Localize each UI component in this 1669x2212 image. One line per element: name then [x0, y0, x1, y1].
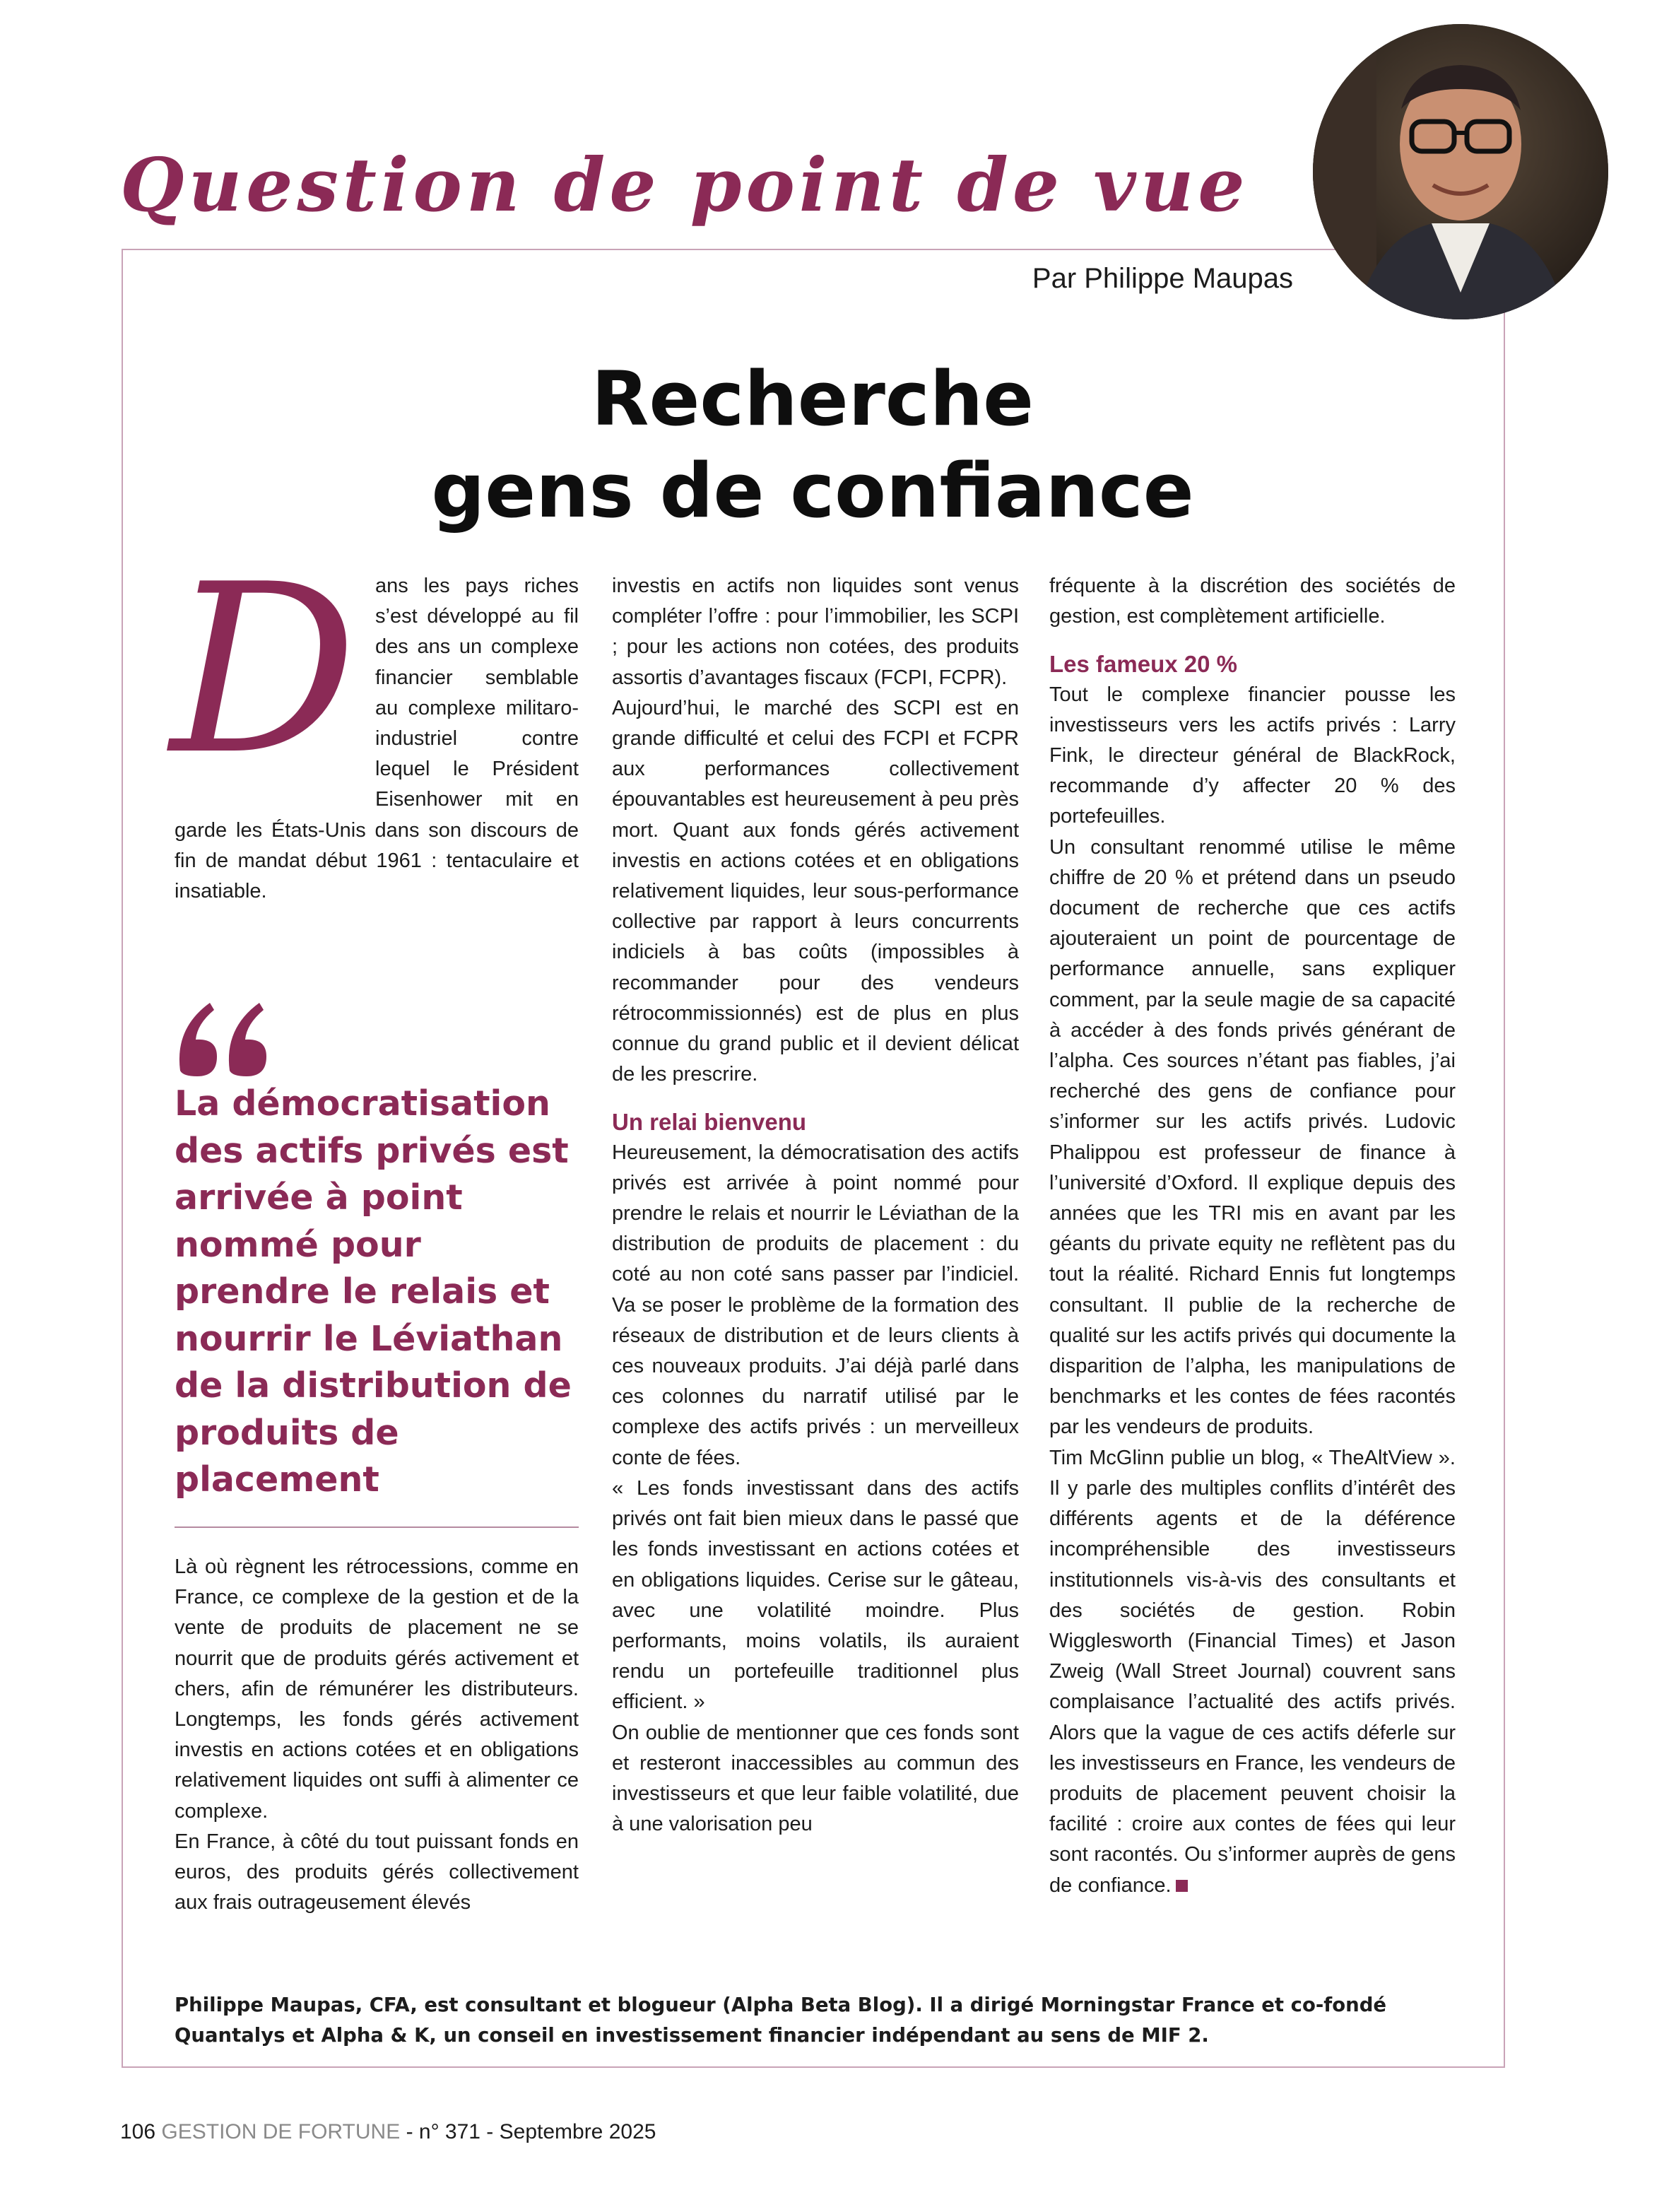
end-mark-icon [1176, 1880, 1188, 1892]
paragraph: Un consultant renommé utilise le même chiffre de 20 % et prétend dans un pseudo document de recherche que ces actifs ajouteraient un point de pourcentage de performance annuelle, sans expliquer comment, par la seule magie de sa capacité à accéder à des fonds privés générant de l’alpha. Ces sources n’étant pas fiables, j’ai recherché des gens de confiance pour s’informer sur les actifs privés. Ludovic Phalippou est professeur de finance à l’université d’Oxford. Il explique depuis des années que les TRI mis en avant par les géants du private equity ne reflètent pas du tout la réalité. Richard Ennis fut longtemps consultant. Il publie de la recherche de qualité sur les actifs privés qui documente la disparition de l’alpha, les manipulations de benchmarks et les contes de fées racontés par les vendeurs de produits. [1049, 835, 1456, 1439]
magazine-name: GESTION DE FORTUNE [161, 2120, 401, 2143]
paragraph: Tout le complexe financier pousse les investisseurs vers les actifs privés : Larry Fink, le directeur général de BlackRock, recommande d’y affecter 20 % des portefeuilles. [1049, 683, 1456, 828]
headline [212, 353, 1413, 537]
drop-cap: D [170, 534, 358, 806]
paragraph: investis en actifs non liquides sont venus compléter l’offre : pour l’immobilier, les SCPI ; pour les actions non cotées, des produits assortis d’avantages fiscaux (FCPI, FCPR). [612, 575, 1019, 689]
paragraph: Heureusement, la démocratisation des actifs privés est arrivée à point nommé pour prendre le relais et nourrir le Léviathan de la distribution de produits de placement : du coté au non coté sans passer par l’indiciel. Va se poser le problème de la formation des réseaux de distribution et de leurs clients à ces nouveaux produits. J’ai déjà parlé dans ces colonnes du narratif utilisé par le complexe des actifs privés : un merveilleux conte de fées. [612, 1141, 1019, 1469]
author-photo [1313, 24, 1608, 319]
intro-paragraph [170, 534, 579, 910]
pull-quote: La démocratisation des actifs privés est arrivée à point nommé pour prendre le relais et nourrir le Léviathan de la distribution de produits de placement [175, 1083, 572, 1500]
intro-text: ans les pays riches s’est développé au fil des ans un complexe financier semblable au complexe militaro-industriel contre lequel le Président Eisenhower mit en garde les États-Unis dans son discours de fin de mandat début 1961 : tentaculaire et insatiable. [175, 575, 579, 903]
paragraph: Aujourd’hui, le marché des SCPI est en grande difficulté et celui des FCPI et FCPR aux performances collectivement épouvantables est heureusement à peu près mort. Quant aux fonds gérés activement investis en actions cotées et en obligations relativement liquides, leur sous-performance collective par rapport à leurs concurrents indiciels à bas coûts (impossibles à recommander pour des vendeurs rétrocommissionnés) est de plus en plus connue du grand public et il devient délicat de les prescrire. [612, 696, 1019, 1086]
issue-info: - n° 371 - Septembre 2025 [406, 2120, 656, 2143]
headline-line-2: gens de confiance [431, 447, 1194, 534]
section-kicker: Question de point de vue [120, 141, 1249, 228]
headline-line-1: Recherche [591, 355, 1034, 442]
page-number: 106 [120, 2120, 156, 2143]
author-bio: Philippe Maupas, CFA, est consultant et blogueur (Alpha Beta Blog). Il a dirigé Morningstar France et co-fondé Quantalys et Alpha & K, un conseil en investissement financier indépendant au sens de MIF 2. [175, 1994, 1387, 2047]
paragraph: fréquente à la discrétion des sociétés de gestion, est complètement artificielle. [1049, 575, 1456, 628]
pull-quote-rule [175, 1526, 579, 1528]
paragraph: On oublie de mentionner que ces fonds sont et resteront inaccessibles au commun des investisseurs et que leur faible volatilité, due à une valorisation peu [612, 1721, 1019, 1836]
paragraph: En France, à côté du tout puissant fonds en euros, des produits gérés collectivement aux frais outrageusement élevés [175, 1830, 579, 1914]
column-1 [170, 534, 579, 910]
column-2 [612, 571, 1019, 1840]
closing-text: Tim McGlinn publie un blog, « TheAltView ». Il y parle des multiples conflits d’intérêt des différents agents et de la déférence incompréhensible des investisseurs institutionnels vis-à-vis des consultants et des sociétés de gestion. Robin Wigglesworth (Financial Times) et Jason Zweig (Wall Street Journal) couvrent sans complaisance l’actualité des actifs privés. Alors que la vague de ces actifs déferle sur les investisseurs en France, les vendeurs de produits de placement peuvent choisir la facilité : croire aux contes de fées qui leur sont racontés. Ou s’informer auprès de gens de confiance. [1049, 1446, 1456, 1897]
paragraph: Là où règnent les rétrocessions, comme en France, ce complexe de la gestion et de la vente de produits de placement ne se nourrit que de produits gérés activement et chers, afin de rémunérer les distributeurs. Longtemps, les fonds gérés activement investis en actions cotées et en obligations relativement liquides ont suffi à alimenter ce complexe. [175, 1555, 579, 1823]
column-1-lower [175, 1552, 579, 1918]
subhead-fameux: Les fameux 20 % [1049, 651, 1237, 678]
paragraph [1049, 1443, 1456, 1901]
byline: Par Philippe Maupas [1032, 263, 1293, 294]
subhead-relai: Un relai bienvenu [612, 1109, 807, 1136]
page-footer [120, 2120, 656, 2144]
paragraph: « Les fonds investissant dans des actifs privés ont fait bien mieux dans le passé que les fonds investissant en actions cotées et en obligations liquides. Cerise sur le gâteau, avec une volatilité moindre. Plus performants, moins volatils, ils auraient rendu un portefeuille traditionnel plus efficient. » [612, 1476, 1019, 1714]
pull-quote-block [175, 993, 579, 1504]
column-3 [1049, 571, 1456, 1901]
quote-icon [175, 993, 273, 1081]
